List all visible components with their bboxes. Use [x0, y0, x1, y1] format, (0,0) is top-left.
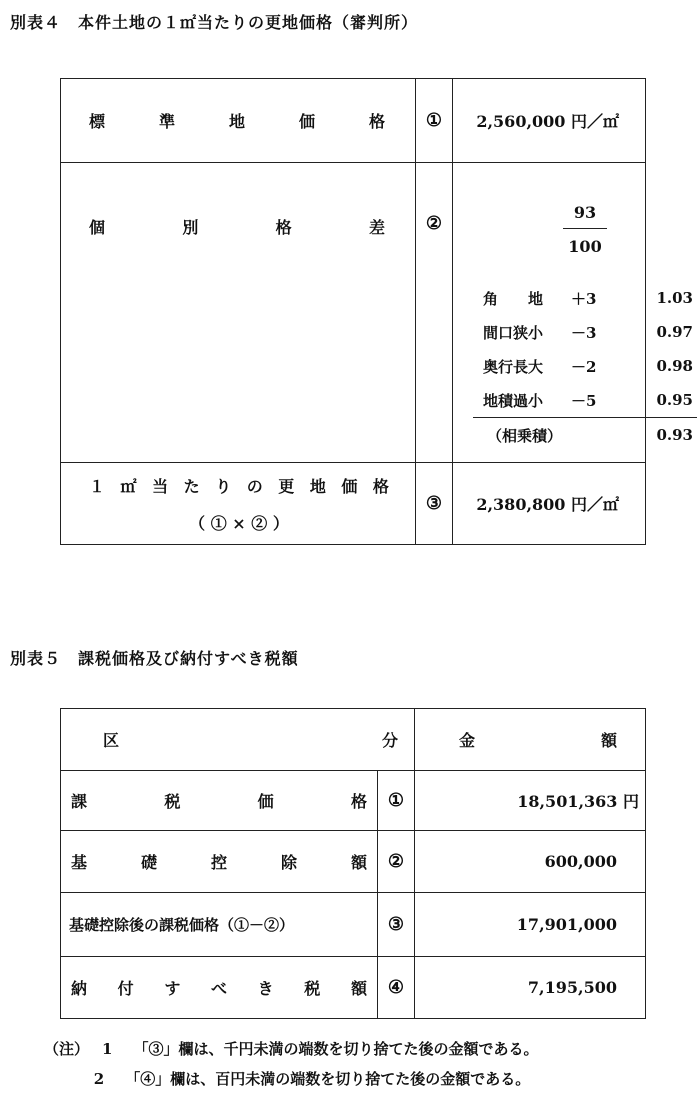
- table4-row-price-per-sqm: [61, 463, 646, 545]
- marker-2: ②: [378, 831, 415, 893]
- taxable-value-amount: 18,501,363 円: [415, 771, 646, 831]
- price-per-sqm-label: １ ㎡ 当 た り の 更 地 価 格: [89, 476, 389, 496]
- table5: [60, 708, 646, 1019]
- factor-row: [483, 281, 693, 315]
- factor-adj: －5: [571, 391, 597, 410]
- product-row: [483, 418, 693, 452]
- price-per-sqm-formula: （ ① × ② ）: [189, 513, 289, 533]
- price-per-sqm-value: 2,380,800 円／㎡: [453, 463, 646, 545]
- marker-1: ①: [416, 79, 453, 163]
- table5-row-taxable-value: [61, 771, 646, 831]
- individual-diff-label: 個 別 格 差: [89, 218, 385, 237]
- factor-adj: －2: [571, 357, 597, 376]
- factor-name: 地積過小: [483, 391, 544, 410]
- fraction-numerator: 93: [573, 203, 597, 222]
- product-value: 0.93: [656, 426, 693, 444]
- factor-list: [483, 281, 693, 452]
- standard-price-value: 2,560,000 円／㎡: [453, 79, 646, 163]
- factor-row: [483, 383, 693, 417]
- tax-payable-amount: 7,195,500: [415, 957, 646, 1019]
- table4: [60, 78, 693, 545]
- table5-row-tax-payable: [61, 957, 646, 1019]
- factor-adj: ＋3: [571, 289, 597, 308]
- marker-4: ④: [378, 957, 415, 1019]
- basic-deduction-label: 基 礎 控 除 額: [71, 853, 367, 872]
- table4-row-individual-diff: [61, 163, 646, 463]
- factor-name: 奥行長大: [483, 357, 544, 376]
- note-2: [86, 1068, 530, 1089]
- factor-value: 0.98: [656, 357, 693, 375]
- fraction-bar: [563, 228, 607, 229]
- note-number: 2: [93, 1070, 105, 1088]
- fraction: [563, 203, 607, 256]
- marker-1: ①: [378, 771, 415, 831]
- marker-3: ③: [378, 893, 415, 957]
- table5-title: 別表５ 課税価格及び納付すべき税額: [10, 649, 299, 668]
- table4-title: 別表４ 本件土地の１㎡当たりの更地価格（審判所）: [10, 13, 419, 32]
- factor-name: 角 地: [483, 289, 544, 308]
- header-amount: 金 額: [459, 731, 617, 750]
- table4-row-standard-price: [61, 79, 646, 163]
- note-1: [44, 1038, 539, 1059]
- fraction-denominator: 100: [568, 237, 602, 256]
- taxable-value-label: 課 税 価 格: [71, 792, 367, 811]
- note-text: 「③」欄は、千円未満の端数を切り捨てた後の金額である。: [133, 1040, 539, 1058]
- factor-value: 0.95: [656, 391, 693, 409]
- note-prefix: （注）: [44, 1040, 90, 1058]
- note-text: 「④」欄は、百円未満の端数を切り捨てた後の金額である。: [125, 1070, 531, 1088]
- marker-2: ②: [416, 163, 453, 463]
- factor-row: [483, 349, 693, 383]
- factor-value: 1.03: [656, 289, 693, 307]
- table5-row-taxable-after-deduction: [61, 893, 646, 957]
- table5-header-row: [61, 709, 646, 771]
- standard-price-label: 標 準 地 価 格: [89, 112, 385, 131]
- taxable-after-deduction-amount: 17,901,000: [415, 893, 646, 957]
- taxable-after-deduction-label: 基礎控除後の課税価格（①－②）: [61, 893, 378, 957]
- tax-payable-label: 納 付 す べ き 税 額: [71, 979, 367, 998]
- table5-row-basic-deduction: [61, 831, 646, 893]
- factor-row: [483, 315, 693, 349]
- note-number: 1: [102, 1040, 113, 1058]
- product-label: （相乗積）: [487, 426, 563, 445]
- header-category: 区 分: [103, 731, 398, 750]
- factor-value: 0.97: [656, 323, 693, 341]
- basic-deduction-amount: 600,000: [415, 831, 646, 893]
- factor-adj: －3: [571, 323, 597, 342]
- factor-name: 間口狭小: [483, 323, 544, 342]
- marker-3: ③: [416, 463, 453, 545]
